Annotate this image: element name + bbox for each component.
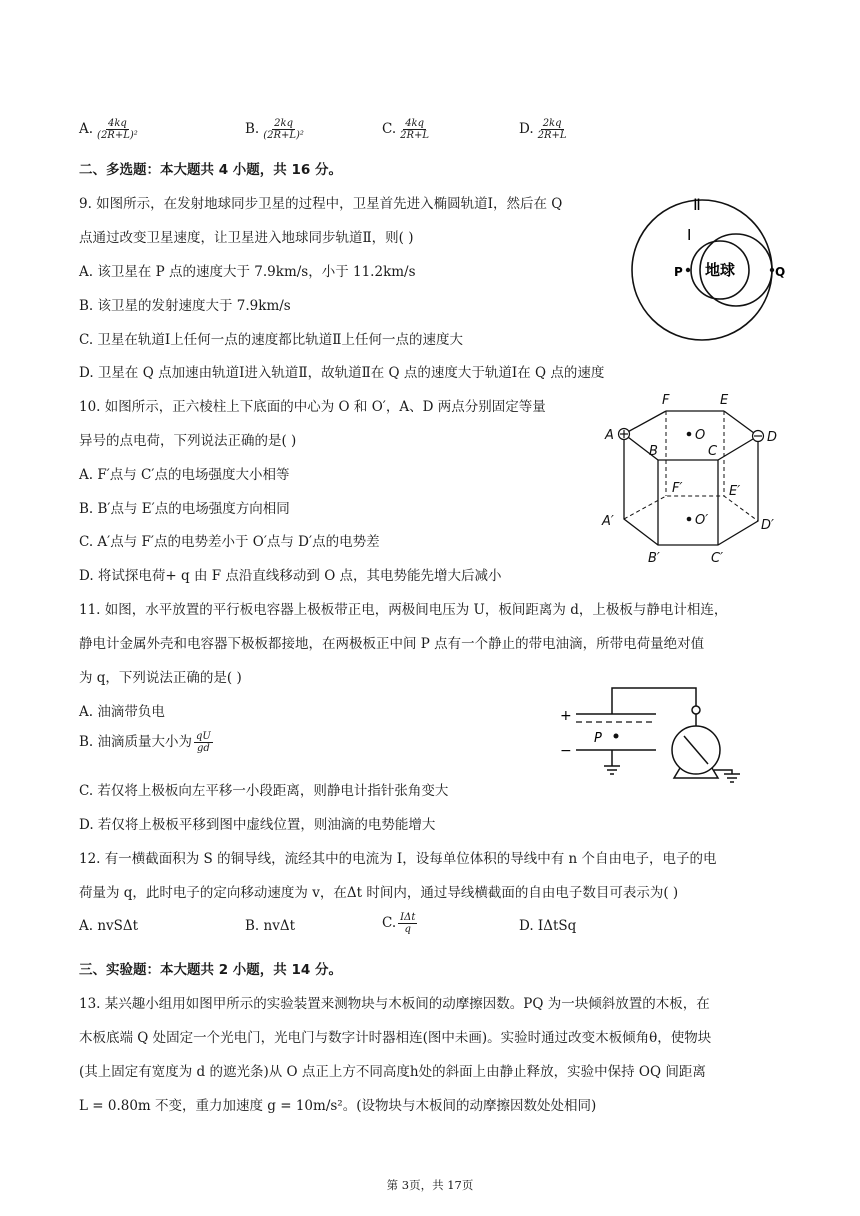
q9-option-a: A. 该卫星在 P 点的速度大于 7.9km/s，小于 11.2km/s (79, 264, 416, 280)
q11-option-b: B. 油滴质量大小为 $\frac{qU}{gd}$ (79, 731, 211, 754)
q8-option-a: A. $\frac{4kq}{\text{(2R+L)²}}$ (79, 118, 138, 141)
q11-stem-line3: 为 q，下列说法正确的是( ) (79, 670, 242, 686)
oil-drop-p (614, 734, 619, 739)
svg-text:E: E (720, 393, 729, 408)
q8-option-d: D. $\frac{2kq}{2R+L}$ (519, 118, 567, 141)
q10-option-b: B. B′点与 E′点的电场强度方向相同 (79, 501, 290, 517)
q11-option-d: D. 若仅将上极板平移到图中虚线位置，则油滴的电势能增大 (79, 817, 436, 833)
point-q (770, 268, 774, 272)
svg-text:E′: E′ (729, 484, 741, 499)
q10-option-d: D. 将试探电荷+ q 由 F 点沿直线移动到 O 点，其电势能先增大后减小 (79, 568, 502, 584)
center-o-prime (687, 517, 692, 522)
q11-option-a: A. 油滴带负电 (79, 704, 165, 720)
page-footer: 第 3页，共 17页 (386, 1178, 474, 1192)
svg-text:F′: F′ (672, 481, 683, 496)
svg-text:D′: D′ (761, 518, 774, 533)
q13-line3: (其上固定有宽度为 d 的遮光条)从 O 点正上方不同高度h处的斜面上由静止释放，实验中保持 OQ 间距离 (79, 1064, 706, 1080)
svg-text:O′: O′ (695, 513, 709, 528)
section-2-heading: 二、多选题：本大题共 4 小题，共 16 分。 (79, 162, 342, 178)
q12-stem-line2: 荷量为 q，此时电子的定向移动速度为 v，在Δt 时间内，通过导线横截面的自由电子数目可表示为( ) (79, 885, 679, 901)
center-o (687, 432, 692, 437)
svg-text:B: B (649, 444, 658, 459)
q12-option-b: B. nvΔt (245, 918, 295, 934)
q10-hexagonal-prism-diagram (596, 386, 790, 570)
section-3-heading: 三、实验题：本大题共 2 小题，共 14 分。 (79, 962, 342, 978)
q9-option-c: C. 卫星在轨道Ⅰ上任何一点的速度都比轨道Ⅱ上任何一点的速度大 (79, 332, 463, 348)
q12-option-c: C. $\frac{\text{IΔt}}{q}$ (382, 912, 416, 935)
q11-option-c: C. 若仅将上极板向左平移一小段距离，则静电计指针张角变大 (79, 783, 449, 799)
q13-line2: 木板底端 Q 处固定一个光电门，光电门与数字计时器相连(图中未画)。实验时通过改变木板倾角θ，使物块 (79, 1030, 712, 1046)
q12-stem-line1: 12. 有一横截面积为 S 的铜导线，流经其中的电流为 I，设每单位体积的导线中有 n 个自由电子，电子的电 (79, 851, 717, 867)
q12-option-d: D. IΔtSq (519, 918, 577, 934)
svg-text:A: A (605, 428, 614, 443)
q11-stem-line1: 11. 如图，水平放置的平行板电容器上极板带正电，两极间电压为 U，板间距离为 d，上极板与静电计相连， (79, 602, 728, 618)
svg-text:F: F (662, 393, 670, 408)
q11-stem-line2: 静电计金属外壳和电容器下极板都接地，在两极板正中间 P 点有一个静止的带电油滴，所带电荷量绝对值 (79, 636, 705, 652)
q10-option-a: A. F′点与 C′点的电场强度大小相等 (79, 467, 290, 483)
point-p (686, 268, 690, 272)
q8-option-b: B. $\frac{2kq}{\text{(2R+L)²}}$ (245, 118, 304, 141)
orbit-2-label: Ⅱ (693, 195, 701, 214)
q9-stem-line2: 点通过改变卫星速度，让卫星进入地球同步轨道Ⅱ，则( ) (79, 230, 414, 246)
earth-label: 地球 (705, 261, 736, 279)
q10-stem-line2: 异号的点电荷，下列说法正确的是( ) (79, 433, 297, 449)
q9-option-b: B. 该卫星的发射速度大于 7.9km/s (79, 298, 291, 314)
q9-orbit-diagram (630, 186, 790, 346)
q10-stem-line1: 10. 如图所示，正六棱柱上下底面的中心为 O 和 O′，A、D 两点分别固定等量 (79, 399, 546, 415)
orbit-1-label: Ⅰ (687, 226, 692, 244)
svg-text:B′: B′ (648, 551, 660, 566)
svg-text:O: O (695, 428, 706, 443)
svg-text:C: C (708, 444, 718, 459)
q13-line1: 13. 某兴趣小组用如图甲所示的实验装置来测物块与木板间的动摩擦因数。PQ 为一块倾斜放置的木板，在 (79, 996, 710, 1012)
svg-text:D: D (767, 430, 778, 445)
svg-text:C′: C′ (711, 551, 724, 566)
svg-text:A′: A′ (602, 514, 614, 529)
q8-option-c: C. $\frac{4kq}{2R+L}$ (382, 118, 430, 141)
p-label: P (674, 265, 683, 279)
q-label: Q (775, 265, 786, 279)
q12-option-a: A. nvSΔt (79, 918, 139, 934)
q9-option-d: D. 卫星在 Q 点加速由轨道Ⅰ进入轨道Ⅱ，故轨道Ⅱ在 Q 点的速度大于轨道Ⅰ在 Q 点的速度 (79, 365, 605, 381)
q9-stem-line1: 9. 如图所示，在发射地球同步卫星的过程中，卫星首先进入椭圆轨道Ⅰ，然后在 Q (79, 196, 563, 212)
q10-option-c: C. A′点与 F′点的电势差小于 O′点与 D′点的电势差 (79, 534, 380, 550)
svg-text:−: − (560, 743, 572, 759)
q13-line4: L = 0.80m 不变，重力加速度 g = 10m/s²。(设物块与木板间的动摩擦因数处处相同) (79, 1098, 597, 1114)
svg-text:P: P (594, 731, 602, 746)
svg-text:+: + (560, 708, 572, 724)
q11-capacitor-diagram (556, 680, 756, 788)
orbit-2-circle (632, 200, 772, 340)
electrometer-needle (684, 736, 708, 764)
